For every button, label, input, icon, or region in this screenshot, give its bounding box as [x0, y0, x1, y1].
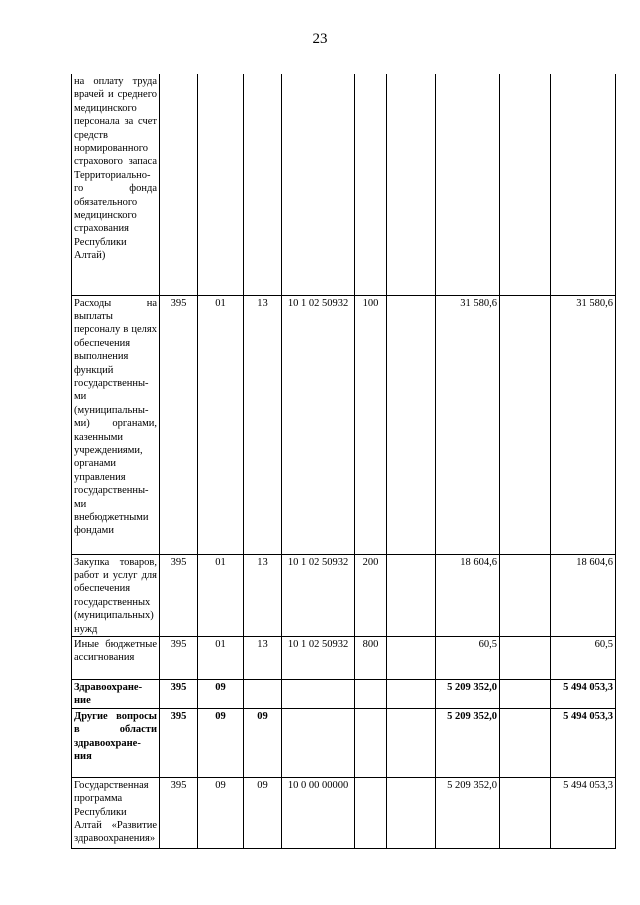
expense-kind	[355, 708, 387, 777]
row-name: Другие вопросы в области здравоохране-ния	[72, 708, 160, 777]
admin-code: 395	[160, 777, 198, 848]
amount-second: 5 494 053,3	[551, 679, 616, 708]
expense-kind: 100	[355, 295, 387, 554]
target-article: 10 1 02 50932	[282, 554, 355, 636]
amount-second: 31 580,6	[551, 295, 616, 554]
empty-cell	[387, 708, 436, 777]
empty-cell	[500, 295, 551, 554]
target-article	[282, 679, 355, 708]
amount-first: 5 209 352,0	[436, 777, 500, 848]
amount-first: 5 209 352,0	[436, 679, 500, 708]
admin-code: 395	[160, 554, 198, 636]
amount-first: 18 604,6	[436, 554, 500, 636]
section-code	[198, 74, 244, 295]
admin-code	[160, 74, 198, 295]
table-row	[72, 708, 616, 777]
subsection-code	[244, 679, 282, 708]
amount-second	[551, 74, 616, 295]
section-code: 01	[198, 295, 244, 554]
row-name: Расходы на выплаты персоналу в целях обеспечения выполнения функций государственны-ми (муниципальны-ми) органами, казенными учреждениями, органами управления государственны-ми внебюджетными фондами	[72, 295, 160, 554]
section-code: 01	[198, 636, 244, 679]
table-row	[72, 74, 616, 295]
subsection-code	[244, 74, 282, 295]
target-article	[282, 708, 355, 777]
table-row	[72, 777, 616, 848]
budget-table	[71, 74, 616, 849]
table-row	[72, 554, 616, 636]
target-article: 10 0 00 00000	[282, 777, 355, 848]
empty-cell	[387, 74, 436, 295]
amount-first: 60,5	[436, 636, 500, 679]
admin-code: 395	[160, 295, 198, 554]
expense-kind	[355, 74, 387, 295]
empty-cell	[500, 777, 551, 848]
empty-cell	[387, 636, 436, 679]
subsection-code: 09	[244, 777, 282, 848]
target-article: 10 1 02 50932	[282, 636, 355, 679]
table-row	[72, 295, 616, 554]
subsection-code: 13	[244, 554, 282, 636]
section-code: 09	[198, 777, 244, 848]
expense-kind: 800	[355, 636, 387, 679]
admin-code: 395	[160, 679, 198, 708]
amount-second: 60,5	[551, 636, 616, 679]
empty-cell	[387, 679, 436, 708]
subsection-code: 13	[244, 295, 282, 554]
row-name: на оплату труда врачей и среднего медицинского персонала за счет средств нормированного страхового запаса Территориально-го фонда обязательного медицинского страхования Республики Алтай)	[72, 74, 160, 295]
table-row	[72, 679, 616, 708]
target-article: 10 1 02 50932	[282, 295, 355, 554]
table-row	[72, 636, 616, 679]
empty-cell	[387, 777, 436, 848]
admin-code: 395	[160, 708, 198, 777]
section-code: 09	[198, 708, 244, 777]
row-name: Иные бюджетные ассигнования	[72, 636, 160, 679]
empty-cell	[500, 708, 551, 777]
amount-first	[436, 74, 500, 295]
section-code: 01	[198, 554, 244, 636]
empty-cell	[500, 636, 551, 679]
row-name: Здравоохране-ние	[72, 679, 160, 708]
amount-second: 5 494 053,3	[551, 708, 616, 777]
section-code: 09	[198, 679, 244, 708]
target-article	[282, 74, 355, 295]
row-name: Государственная программа Республики Алтай «Развитие здравоохранения»	[72, 777, 160, 848]
expense-kind	[355, 679, 387, 708]
admin-code: 395	[160, 636, 198, 679]
empty-cell	[500, 679, 551, 708]
expense-kind	[355, 777, 387, 848]
empty-cell	[500, 554, 551, 636]
expense-kind: 200	[355, 554, 387, 636]
amount-second: 5 494 053,3	[551, 777, 616, 848]
page-number: 23	[312, 31, 328, 47]
empty-cell	[387, 295, 436, 554]
amount-second: 18 604,6	[551, 554, 616, 636]
subsection-code: 09	[244, 708, 282, 777]
subsection-code: 13	[244, 636, 282, 679]
empty-cell	[500, 74, 551, 295]
amount-first: 31 580,6	[436, 295, 500, 554]
empty-cell	[387, 554, 436, 636]
row-name: Закупка товаров, работ и услуг для обеспечения государственных (муниципальных) нужд	[72, 554, 160, 636]
amount-first: 5 209 352,0	[436, 708, 500, 777]
